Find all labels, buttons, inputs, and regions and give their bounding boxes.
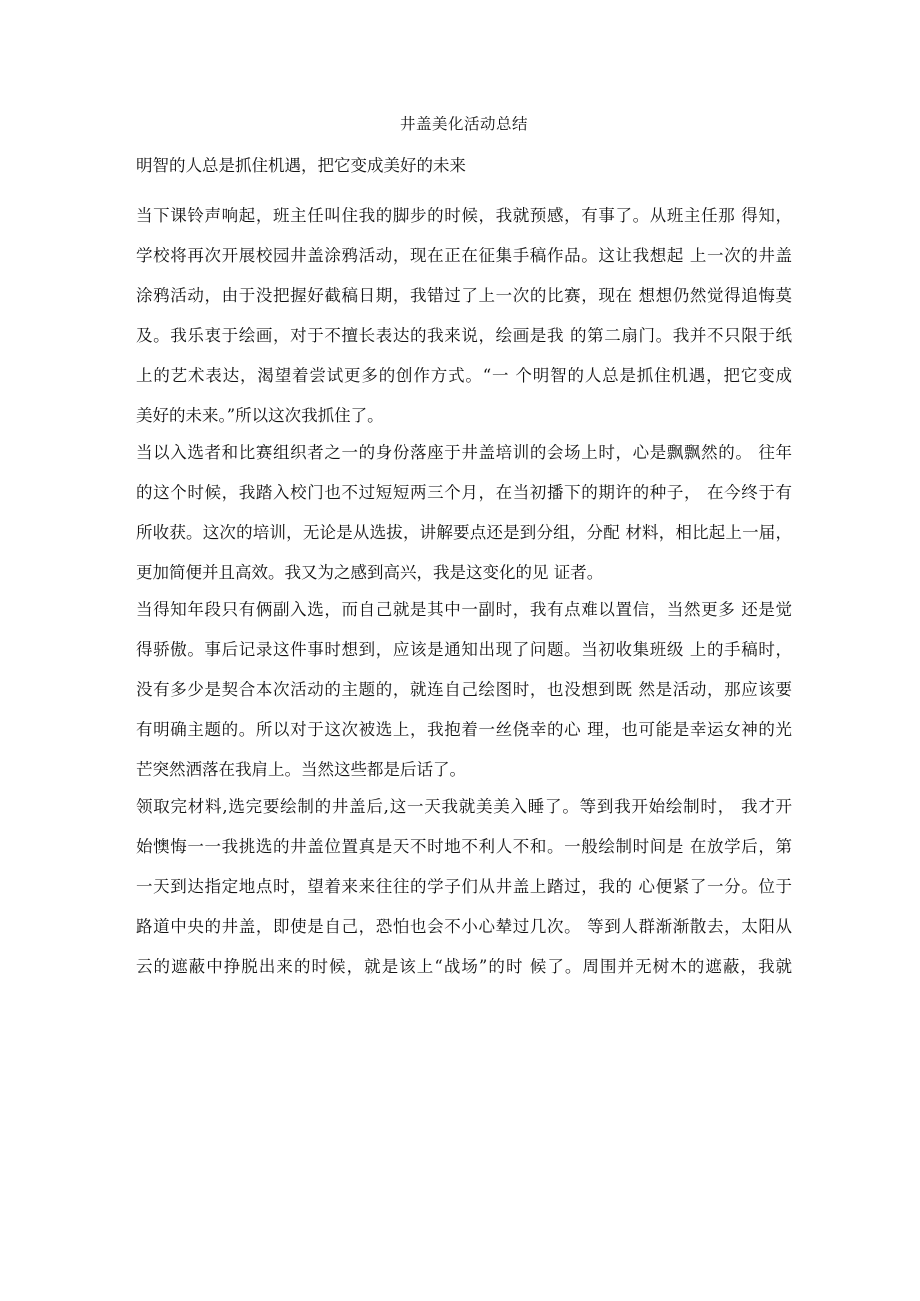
paragraph — [136, 590, 792, 787]
paragraph-line: 云的遮蔽中挣脱出来的时候，就是该上“战场”的时 候了。周围并无树木的遮蔽，我就 — [136, 957, 792, 976]
paragraph-line: 的这个时候，我踏入校门也不过短短两三个月，在当初播下的期许的种子， 在今终于有 — [136, 483, 792, 502]
paragraph-line: 当以入选者和比赛组织者之一的身份落座于井盖培训的会场上时，心是飘飘然的。 往年 — [136, 443, 792, 462]
paragraph — [136, 433, 792, 590]
paragraph-line: 学校将再次开展校园井盖涂鸦活动，现在正在征集手稿作品。这让我想起 上一次的井盖 — [136, 246, 792, 265]
document-body — [136, 196, 792, 987]
paragraph-line: 上的艺术表达，渴望着尝试更多的创作方式。“一 个明智的人总是抓住机遇，把它变成 — [136, 366, 792, 385]
paragraph-line: 没有多少是契合本次活动的主题的，就连自己绘图时，也没想到既 然是活动，那应该要 — [136, 680, 792, 699]
paragraph-line: 得骄傲。事后记录这件事时想到，应该是通知出现了问题。当初收集班级 上的手稿时， — [136, 640, 792, 659]
paragraph-line: 涂鸦活动，由于没把握好截稿日期，我错过了上一次的比赛，现在 想想仍然觉得追悔莫 — [136, 286, 792, 305]
paragraph-line: 领取完材料,选完要绘制的井盖后,这一天我就美美入睡了。等到我开始绘制时， 我才开 — [136, 797, 792, 816]
paragraph-line: 当得知年段只有俩副入选，而自己就是其中一副时，我有点难以置信，当然更多 还是觉 — [136, 600, 792, 619]
paragraph — [136, 196, 792, 433]
paragraph — [136, 787, 792, 987]
paragraph-line: 当下课铃声响起，班主任叫住我的脚步的时候，我就预感，有事了。从班主任那 得知， — [136, 206, 792, 225]
document-title: 井盖美化活动总结 — [399, 115, 528, 133]
paragraph-line: 及。我乐衷于绘画，对于不擅长表达的我来说，绘画是我 的第二扇门。我并不只限于纸 — [136, 326, 792, 345]
paragraph-line: 所收获。这次的培训，无论是从选拔，讲解要点还是到分组，分配 材料，相比起上一届， — [136, 523, 792, 542]
document-subtitle: 明智的人总是抓住机遇，把它变成美好的未来 — [136, 156, 466, 175]
paragraph-line: 路道中央的井盖，即使是自己，恐怕也会不小心辇过几次。 等到人群渐渐散去，太阳从 — [136, 917, 792, 936]
paragraph-line: 始懊悔一一我挑选的井盖位置真是天不时地不利人不和。一般绘制时间是 在放学后，第 — [136, 837, 792, 856]
paragraph-line: 有明确主题的。所以对于这次被选上，我抱着一丝侥幸的心 理，也可能是幸运女神的光 — [136, 720, 792, 739]
paragraph-line: 更加简便并且高效。我又为之感到高兴，我是这变化的见 证者。 — [136, 563, 604, 582]
paragraph-line: 美好的未来。”所以这次我抓住了。 — [136, 406, 384, 425]
paragraph-line: 一天到达指定地点时，望着来来往往的学子们从井盖上踏过，我的 心便紧了一分。位于 — [136, 877, 792, 896]
paragraph-line: 芒突然洒落在我肩上。当然这些都是后话了。 — [136, 760, 466, 779]
